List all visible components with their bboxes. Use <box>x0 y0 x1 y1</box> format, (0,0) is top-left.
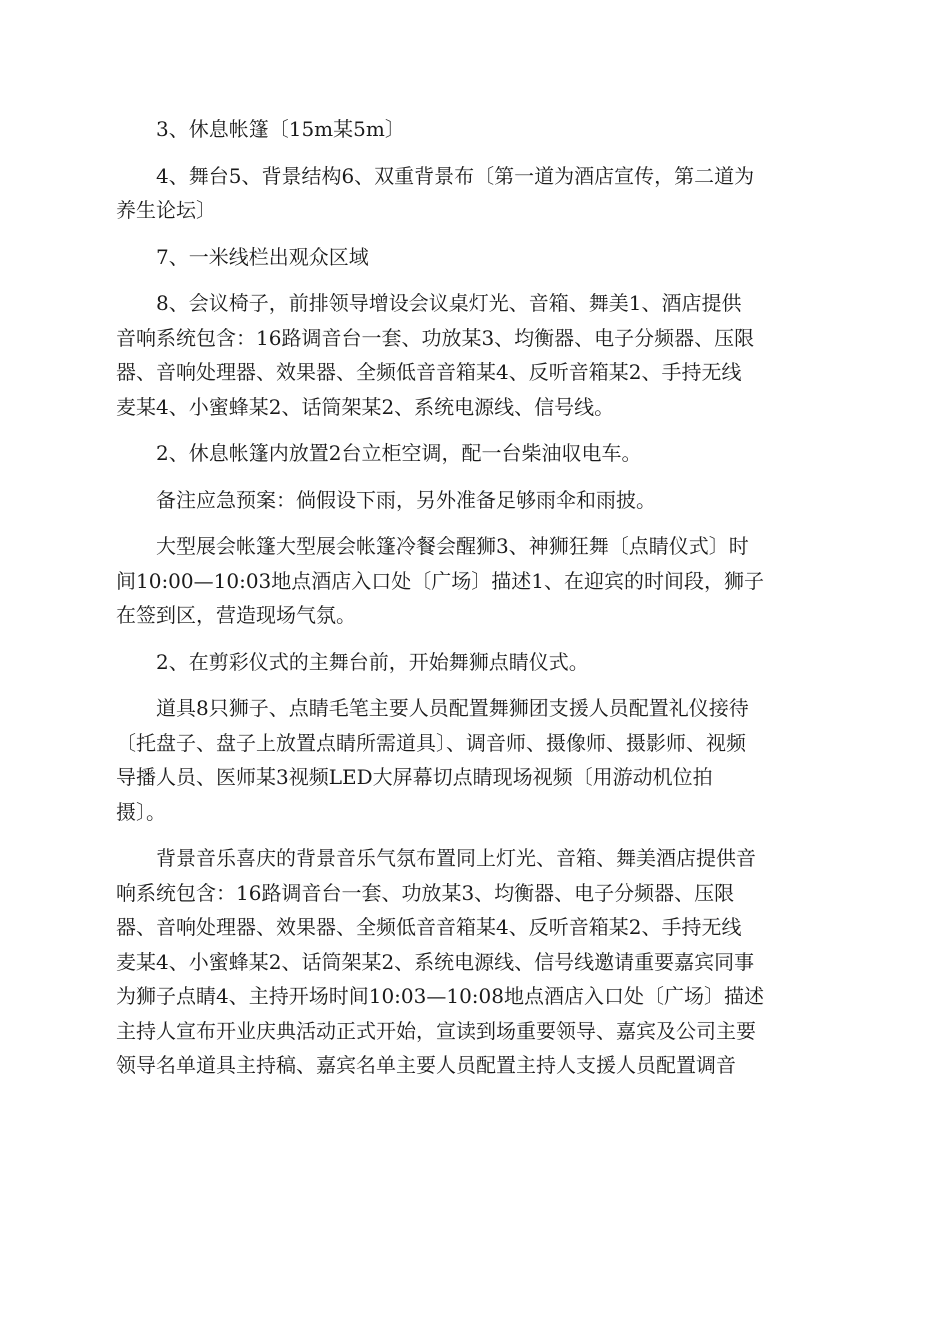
paragraph <box>116 841 838 1083</box>
text-line: 间10:00—10:03地点酒店入口处〔广场〕描述1、在迎宾的时间段，狮子 <box>116 568 764 593</box>
text-line: 主持人宣布开业庆典活动正式开始，宣读到场重要领导、嘉宾及公司主要 <box>116 1018 756 1043</box>
text-line: 养生论坛〕 <box>116 198 216 222</box>
text-line: 音响系统包含：16路调音台一套、功放某3、均衡器、电子分频器、压限 <box>116 325 755 350</box>
text-line: 为狮子点睛4、主持开场时间10:03—10:08地点酒店入口处〔广场〕描述 <box>116 984 764 1008</box>
text-line: 2、休息帐篷内放置2台立柜空调，配一台柴油収电车。 <box>156 441 642 465</box>
text-line: 导播人员、医师某3视频LED大屏幕切点睛现场视频〔用游动机位拍 <box>116 765 713 789</box>
text-line: 7、一米线栏出观众区域 <box>156 244 369 269</box>
paragraph <box>116 645 838 680</box>
text-line: 背景音乐喜庆的背景音乐气氛布置同上灯光、音箱、舞美酒店提供音 <box>156 846 756 870</box>
paragraph <box>116 112 838 147</box>
text-line: 领导名单道具主持稿、嘉宾名单主要人员配置主持人支援人员配置调音 <box>116 1053 736 1077</box>
text-line: 在签到区，营造现场气氛。 <box>116 603 356 627</box>
text-line: 道具8只狮子、点睛毛笔主要人员配置舞狮团支援人员配置礼仪接待 <box>156 696 749 720</box>
text-line: 〔托盘子、盘子上放置点睛所需道具〕、调音师、摄像师、摄影师、视频 <box>116 730 746 755</box>
text-line: 麦某4、小蜜蜂某2、话筒架某2、系统电源线、信号线邀请重要嘉宾同事 <box>116 949 755 974</box>
text-line: 4、舞台5、背景结构6、双重背景布〔第一道为酒店宣传，第二道为 <box>156 163 755 188</box>
paragraph <box>116 159 838 228</box>
text-line: 8、会议椅子，前排领导增设会议桌灯光、音箱、舞美1、酒店提供 <box>156 291 742 315</box>
paragraph <box>116 483 838 518</box>
text-line: 3、休息帐篷〔15m某5m〕 <box>156 117 405 141</box>
text-line: 器、音响处理器、效果器、全频低音音箱某4、反听音箱某2、手持无线 <box>116 360 742 384</box>
text-line: 摄〕。 <box>116 799 166 824</box>
text-line: 大型展会帐篷大型展会帐篷冷餐会醒狮3、神狮狂舞〔点睛仪式〕时 <box>156 534 749 558</box>
text-line: 备注应急预案：倘假设下雨，另外准备足够雨伞和雨披。 <box>156 487 656 512</box>
paragraph <box>116 286 838 424</box>
text-line: 2、在剪彩仪式的主舞台前，开始舞狮点睛仪式。 <box>156 649 589 674</box>
text-line: 麦某4、小蜜蜂某2、话筒架某2、系统电源线、信号线。 <box>116 394 615 419</box>
paragraph <box>116 691 838 829</box>
paragraph <box>116 529 838 633</box>
text-line: 响系统包含：16路调音台一套、功放某3、均衡器、电子分频器、压限 <box>116 880 735 905</box>
paragraph <box>116 240 838 275</box>
paragraph <box>116 436 838 471</box>
document-body <box>116 112 838 1095</box>
text-line: 器、音响处理器、效果器、全频低音音箱某4、反听音箱某2、手持无线 <box>116 915 742 939</box>
